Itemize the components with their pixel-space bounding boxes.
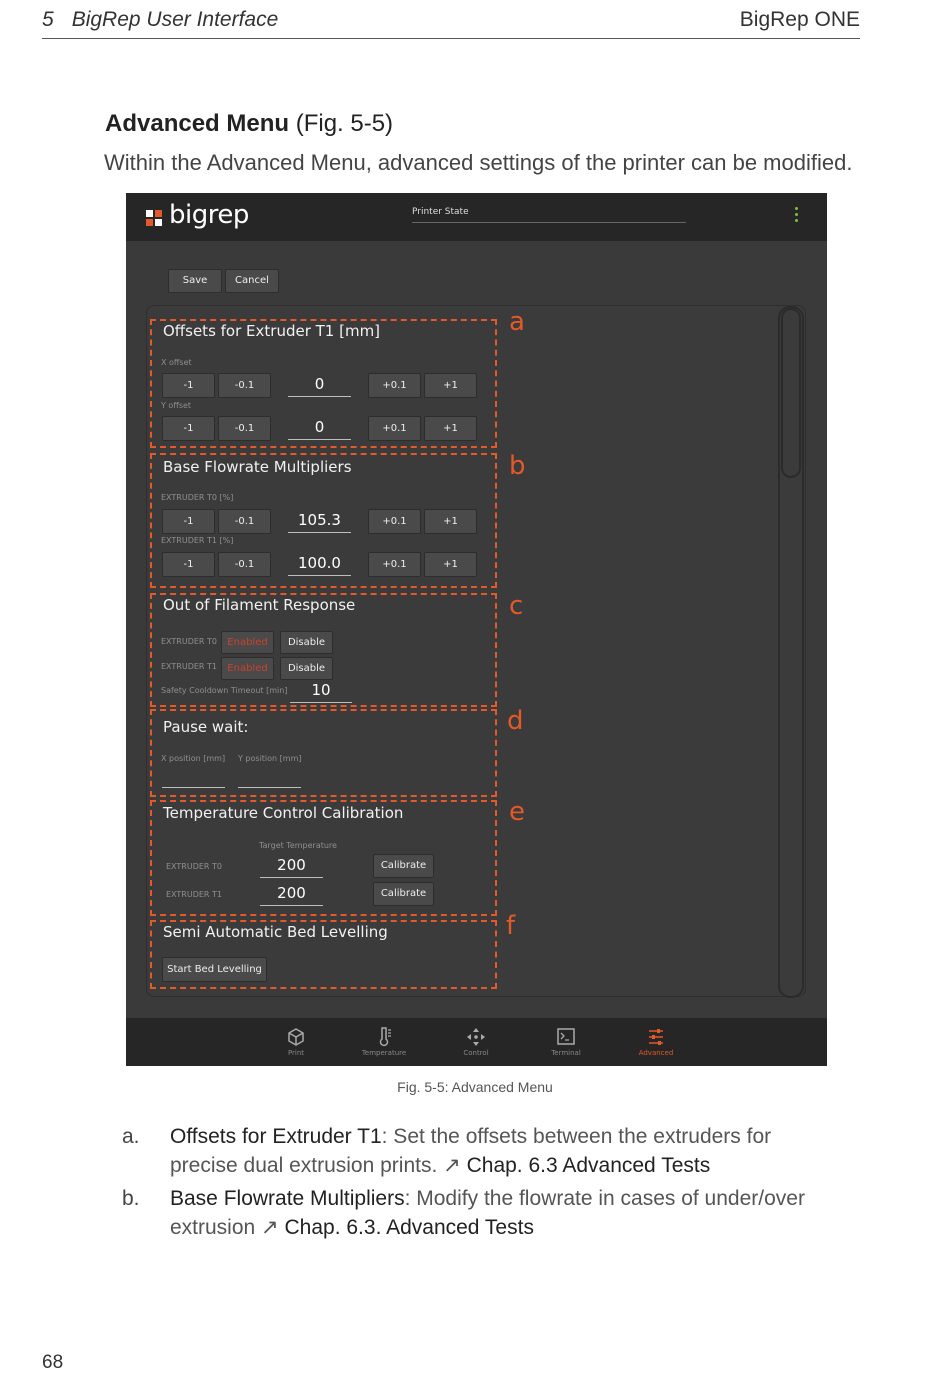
flow-t0-plus-0-1-button[interactable]: +0.1 <box>368 509 421 534</box>
y-offset-minus-0-1-button[interactable]: -0.1 <box>218 416 271 441</box>
scrollbar-thumb[interactable] <box>781 308 801 478</box>
logo-square-icon <box>155 210 162 217</box>
y-offset-minus-1-button[interactable]: -1 <box>162 416 215 441</box>
bottom-nav <box>126 1018 827 1066</box>
x-offset-plus-0-1-button[interactable]: +0.1 <box>368 373 421 398</box>
group-c-title: Out of Filament Response <box>163 596 356 614</box>
nav-advanced-label: Advanced <box>638 1049 674 1057</box>
description-list <box>122 1122 842 1246</box>
pause-x-input[interactable] <box>162 787 225 788</box>
group-a-title: Offsets for Extruder T1 [mm] <box>163 322 381 340</box>
page-number: 68 <box>42 1352 64 1373</box>
flow-t0-input[interactable]: 105.3 <box>288 511 351 533</box>
top-bar <box>126 193 827 241</box>
chapter-reference-link[interactable]: Chap. 6.3. Advanced Tests <box>284 1216 534 1239</box>
figure-reference: (Fig. 5-5) <box>295 110 394 137</box>
calib-t0-input[interactable]: 200 <box>260 856 323 878</box>
list-marker: a. <box>122 1125 140 1148</box>
figure-caption: Fig. 5-5: Advanced Menu <box>397 1079 553 1095</box>
start-bed-levelling-button[interactable]: Start Bed Levelling <box>162 957 267 982</box>
callout-b: b <box>509 451 526 481</box>
printer-state-label: Printer State <box>412 207 469 217</box>
cooldown-timeout-input[interactable]: 10 <box>290 681 352 703</box>
flow-t1-minus-0-1-button[interactable]: -0.1 <box>218 552 271 577</box>
terminal-icon <box>536 1024 596 1048</box>
thermometer-icon <box>354 1024 414 1048</box>
list-text: : Set the offsets between the extruders for precise dual extrusion prints. <box>170 1125 772 1177</box>
cube-icon <box>266 1024 326 1048</box>
list-term: Offsets for Extruder T1 <box>170 1125 382 1148</box>
filament-t0-disable-button[interactable]: Disable <box>280 631 333 654</box>
nav-control[interactable] <box>446 1024 506 1057</box>
group-b-title: Base Flowrate Multipliers <box>163 458 352 476</box>
external-link-icon: ↗ <box>261 1216 279 1239</box>
x-offset-plus-1-button[interactable]: +1 <box>424 373 477 398</box>
logo-square-icon <box>146 210 153 217</box>
group-e-title: Temperature Control Calibration <box>163 804 404 822</box>
filament-t1-disable-button[interactable]: Disable <box>280 657 333 680</box>
nav-print-label: Print <box>287 1049 305 1057</box>
calib-t1-label: EXTRUDER T1 <box>166 890 222 899</box>
y-offset-input[interactable]: 0 <box>288 418 351 440</box>
callout-d: d <box>507 706 524 736</box>
advanced-menu-screenshot <box>126 193 827 1066</box>
x-offset-label: X offset <box>161 358 192 367</box>
callout-a: a <box>509 307 525 337</box>
product-name: BigRep ONE <box>739 8 860 31</box>
printer-state-bar <box>412 222 686 223</box>
chapter-reference-link[interactable]: Chap. 6.3 Advanced Tests <box>466 1154 711 1177</box>
y-offset-label: Y offset <box>161 401 192 410</box>
calib-t1-input[interactable]: 200 <box>260 884 323 906</box>
flow-t0-plus-1-button[interactable]: +1 <box>424 509 477 534</box>
callout-e: e <box>509 797 525 827</box>
running-header <box>42 6 860 39</box>
flow-t1-plus-1-button[interactable]: +1 <box>424 552 477 577</box>
pause-y-input[interactable] <box>238 787 301 788</box>
pause-x-label: X position [mm] <box>161 754 226 763</box>
move-arrows-icon <box>446 1024 506 1048</box>
target-temperature-label: Target Temperature <box>259 841 337 850</box>
flow-t0-minus-0-1-button[interactable]: -0.1 <box>218 509 271 534</box>
sliders-icon <box>626 1024 686 1048</box>
filament-t0-enabled-button[interactable]: Enabled <box>221 631 274 654</box>
list-term: Base Flowrate Multipliers <box>170 1187 405 1210</box>
cooldown-timeout-label: Safety Cooldown Timeout [min] <box>161 686 288 695</box>
chapter-number: 5 <box>42 8 54 31</box>
nav-advanced[interactable] <box>626 1024 686 1057</box>
pause-y-label: Y position [mm] <box>238 754 302 763</box>
flow-t0-label: EXTRUDER T0 [%] <box>161 493 234 502</box>
save-button[interactable]: Save <box>168 269 222 293</box>
group-d-title: Pause wait: <box>163 718 249 736</box>
callout-f: f <box>506 911 516 941</box>
filament-t1-enabled-button[interactable]: Enabled <box>221 657 274 680</box>
filament-t1-label: EXTRUDER T1 <box>161 662 217 671</box>
filament-t0-label: EXTRUDER T0 <box>161 637 217 646</box>
flow-t1-label: EXTRUDER T1 [%] <box>161 536 234 545</box>
section-title <box>105 110 393 138</box>
x-offset-minus-0-1-button[interactable]: -0.1 <box>218 373 271 398</box>
flow-t1-minus-1-button[interactable]: -1 <box>162 552 215 577</box>
calibrate-t1-button[interactable]: Calibrate <box>373 882 434 906</box>
calibrate-t0-button[interactable]: Calibrate <box>373 854 434 878</box>
cancel-button[interactable]: Cancel <box>225 269 279 293</box>
x-offset-minus-1-button[interactable]: -1 <box>162 373 215 398</box>
flow-t1-input[interactable]: 100.0 <box>288 554 351 576</box>
logo-square-icon <box>155 219 162 226</box>
more-menu-icon[interactable] <box>795 207 799 225</box>
list-item <box>122 1122 842 1180</box>
y-offset-plus-1-button[interactable]: +1 <box>424 416 477 441</box>
list-marker: b. <box>122 1187 140 1210</box>
callout-c: c <box>509 591 524 621</box>
section-intro: Within the Advanced Menu, advanced settings of the printer can be modified. <box>104 150 853 175</box>
nav-terminal-label: Terminal <box>551 1049 581 1057</box>
logo-square-icon <box>146 219 153 226</box>
chapter-title: BigRep User Interface <box>71 8 279 31</box>
nav-terminal[interactable] <box>536 1024 596 1057</box>
scrollbar[interactable] <box>778 306 804 998</box>
group-f-title: Semi Automatic Bed Levelling <box>163 923 388 941</box>
chapter-heading <box>42 8 278 32</box>
list-text: : Modify the flowrate in cases of under/over extrusion <box>170 1187 805 1239</box>
nav-temperature-label: Temperature <box>361 1049 407 1057</box>
external-link-icon: ↗ <box>443 1154 461 1177</box>
calib-t0-label: EXTRUDER T0 <box>166 862 222 871</box>
x-offset-input[interactable]: 0 <box>288 375 351 397</box>
nav-control-label: Control <box>463 1049 489 1057</box>
nav-temperature[interactable] <box>354 1024 414 1057</box>
list-item <box>122 1184 842 1242</box>
flow-t0-minus-1-button[interactable]: -1 <box>162 509 215 534</box>
flow-t1-plus-0-1-button[interactable]: +0.1 <box>368 552 421 577</box>
logo-text: bigrep <box>169 200 249 230</box>
nav-print[interactable] <box>266 1024 326 1057</box>
y-offset-plus-0-1-button[interactable]: +0.1 <box>368 416 421 441</box>
section-title-text: Advanced Menu <box>105 110 290 137</box>
